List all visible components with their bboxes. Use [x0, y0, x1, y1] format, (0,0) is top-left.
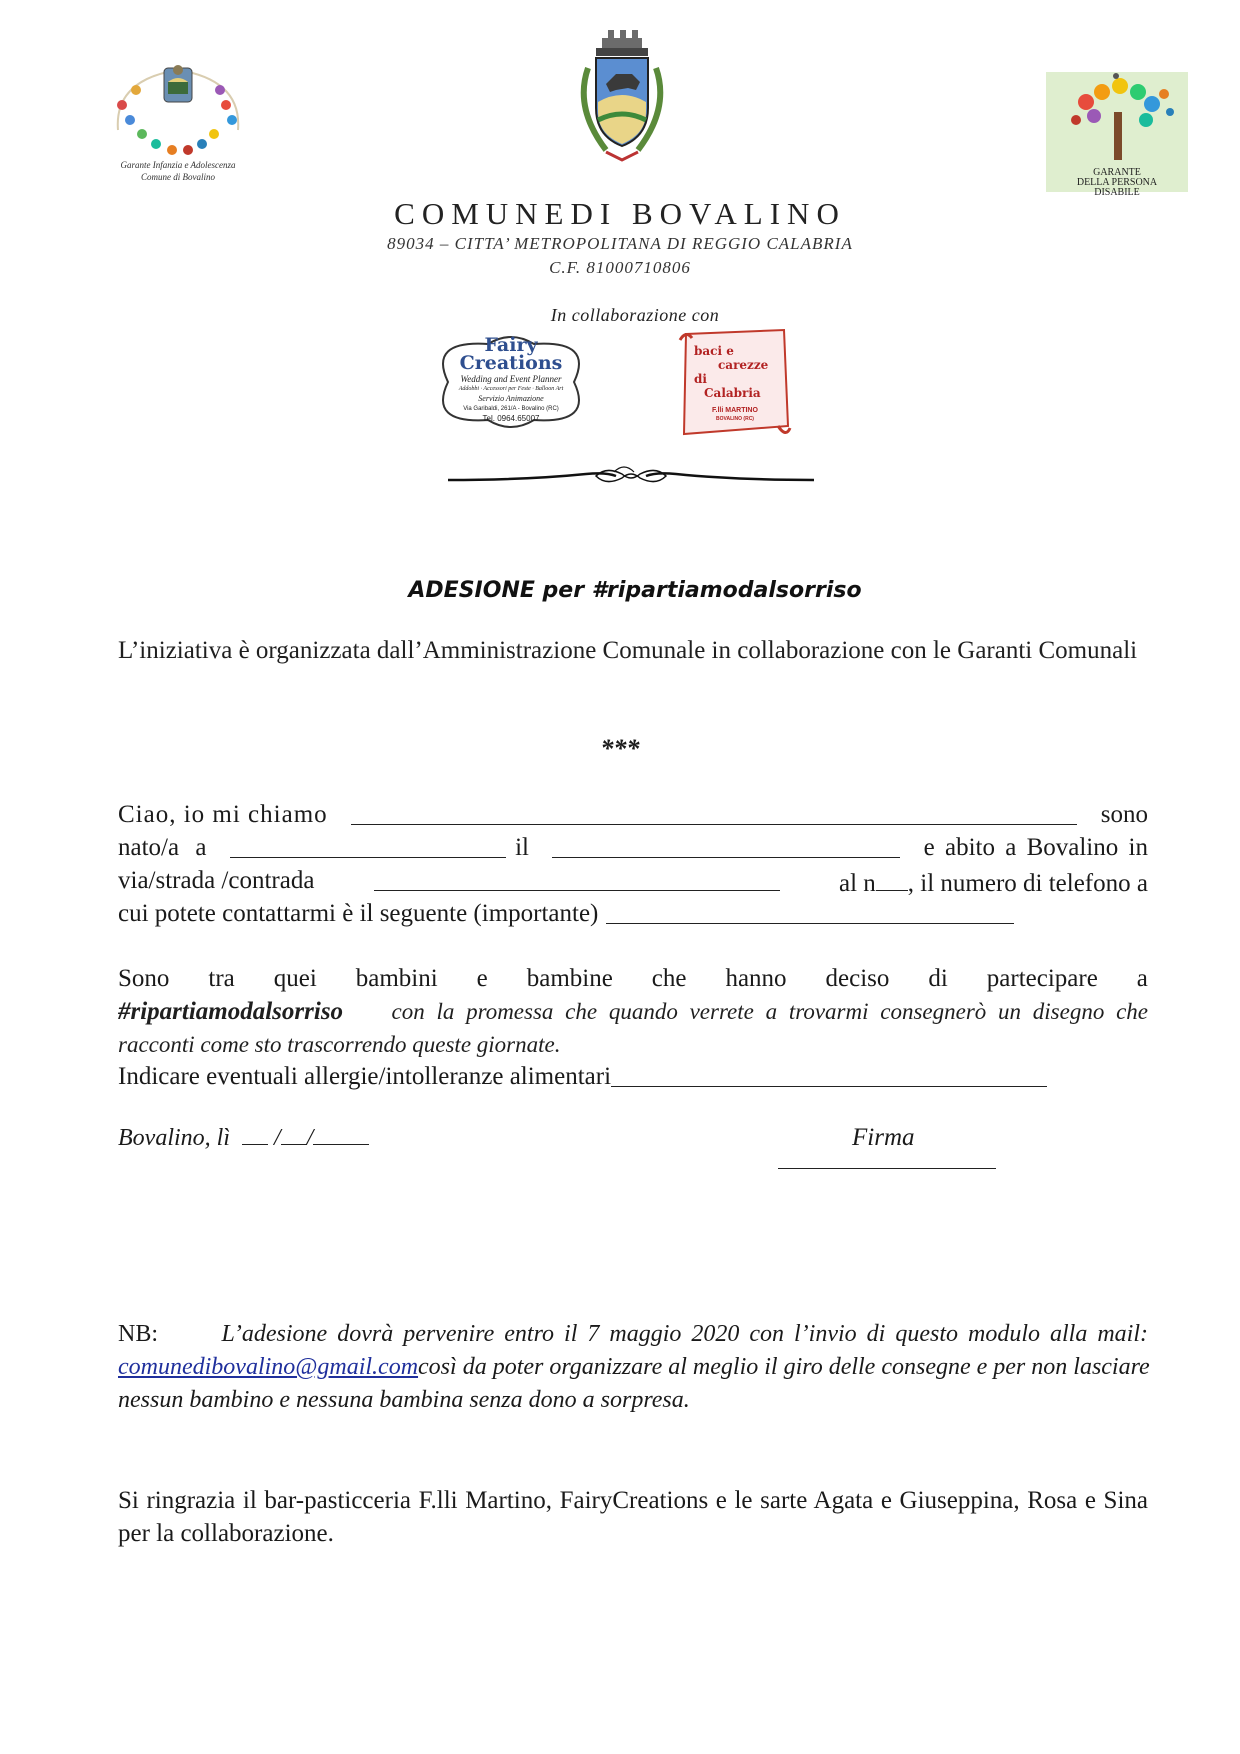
email-link[interactable]: comunedibovalino@gmail.com	[118, 1354, 419, 1380]
fairy-name-1: Fairy	[484, 334, 538, 356]
name-field[interactable]	[351, 798, 1077, 825]
right-logo-caption-2: DELLA PERSONA	[1076, 177, 1158, 188]
signature-field[interactable]	[778, 1168, 996, 1169]
nb-prefix: NB:	[118, 1321, 159, 1347]
collaboration-label: In collaborazione con	[550, 305, 720, 325]
nb-text-1: L’adesione dovrà pervenire entro il 7 maggio 2020 con l’invio di questo modulo alla mail:	[221, 1321, 1148, 1347]
promise-word: a	[1136, 965, 1148, 992]
allergies-line	[118, 1060, 1148, 1093]
birthplace-field[interactable]	[230, 831, 506, 858]
allergies-field[interactable]	[611, 1060, 1047, 1087]
name-label: Ciao, io mi chiamo	[118, 801, 328, 828]
garante-disabile-logo	[1046, 72, 1188, 198]
municipality-title: COMUNEDI BOVALINO	[394, 196, 846, 231]
signature-label: Firma	[852, 1124, 915, 1151]
form-line-birth	[118, 831, 1148, 864]
form-line-street	[118, 864, 1148, 897]
fiscal-code: C.F. 81000710806	[549, 258, 691, 277]
crest-icon	[566, 28, 678, 176]
street-field[interactable]	[374, 864, 780, 891]
sono-label: sono	[1100, 801, 1148, 828]
baci-carezze-logo	[676, 326, 794, 440]
promise-line-2	[118, 995, 1148, 1028]
right-logo-caption-1: GARANTE	[1093, 167, 1141, 178]
promise-word: bambini	[355, 965, 438, 992]
allergies-label: Indicare eventuali allergie/intolleranze alimentari	[118, 1063, 612, 1090]
promise-word: partecipare	[986, 965, 1098, 992]
promise-word: di	[928, 965, 948, 992]
nb-line-1	[118, 1318, 1148, 1351]
year-field[interactable]	[313, 1124, 369, 1145]
promise-word: Sono	[118, 965, 170, 992]
baci-line4: Calabria	[704, 386, 761, 400]
promise-word: hanno	[725, 965, 787, 992]
house-number-field[interactable]	[876, 864, 908, 891]
baci-line6: BOVALINO (RC)	[716, 416, 754, 422]
baci-line1: baci e	[694, 344, 734, 358]
phone-label: , il numero di telefono a	[907, 870, 1148, 897]
promise-line-3: racconti come sto trascorrendo queste giornate.	[118, 1032, 561, 1057]
promise-hashtag: #ripartiamodalsorriso	[118, 998, 344, 1025]
right-logo-caption-3: DISABILE	[1094, 187, 1140, 198]
fairy-name-2: Creations	[459, 352, 563, 374]
fairy-creations-logo	[428, 330, 594, 434]
nb-line-2	[118, 1351, 1148, 1384]
left-logo-caption-2: Comune di Bovalino	[141, 172, 215, 182]
right-logo-caption	[1046, 168, 1188, 198]
promise-line-1	[118, 962, 1148, 995]
promise-word: deciso	[825, 965, 890, 992]
date-label: Bovalino, lì	[118, 1125, 230, 1151]
born-label: nato/a a	[118, 834, 207, 861]
promise-word: e	[476, 965, 488, 992]
baci-line3: di	[694, 372, 707, 386]
intro-paragraph: L’iniziativa è organizzata dall’Amministrazione Comunale in collaborazione con le Garanti Comunali	[118, 637, 1138, 664]
baci-line5: F.lli MARTINO	[712, 407, 758, 414]
phone-label-2: cui potete contattarmi è il seguente (importante)	[118, 900, 599, 927]
form-line-name	[118, 798, 1148, 831]
house-number-label: al n	[838, 870, 876, 897]
fairy-tagline: Wedding and Event Planner	[460, 374, 562, 384]
nb-text-2: così da poter organizzare al meglio il giro delle consegne e per non lasciare	[418, 1354, 1150, 1380]
promise-text: con la promessa che quando verrete a trovarmi consegnerò un disegno che	[391, 999, 1148, 1024]
date-slash-2: /	[306, 1125, 314, 1151]
birthdate-label: il	[515, 834, 529, 861]
promise-word: quei	[273, 965, 317, 992]
house-number-group	[839, 864, 1148, 897]
street-label: via/strada /contrada	[118, 867, 315, 894]
baci-line2: carezze	[718, 358, 769, 372]
promise-word: che	[651, 965, 687, 992]
municipal-crest	[566, 28, 678, 176]
tree-hands-icon	[1046, 72, 1188, 168]
form-line-phone	[118, 897, 1148, 930]
fairy-name	[428, 336, 594, 372]
nb-line-3: nessun bambino e nessuna bambina senza dono a sorpresa.	[118, 1387, 690, 1413]
fairy-phone: Tel. 0964.65007	[482, 414, 540, 423]
residence-label: e abito a Bovalino in	[923, 834, 1148, 861]
children-circle-icon	[108, 60, 248, 160]
day-field[interactable]	[242, 1124, 268, 1145]
municipality-address: 89034 – CITTA’ METROPOLITANA DI REGGIO CALABRIA	[387, 234, 853, 253]
fairy-address: Via Garibaldi, 261/A - Bovalino (RC)	[463, 406, 559, 412]
thanks-paragraph: Si ringrazia il bar-pasticceria F.lli Martino, FairyCreations e le sarte Agata e Giuseppina, Rosa e Sina per la collaborazione.	[118, 1487, 1148, 1547]
ornamental-divider	[446, 460, 816, 492]
month-field[interactable]	[281, 1124, 307, 1145]
phone-field[interactable]	[606, 897, 1014, 924]
promise-word: tra	[208, 965, 235, 992]
left-logo-caption-1: Garante Infanzia e Adolescenza	[120, 160, 236, 170]
separator-stars: ***	[600, 734, 640, 763]
garante-infanzia-logo	[108, 60, 248, 188]
form-heading: ADESIONE per #ripartiamodalsorriso	[408, 578, 862, 603]
fairy-services2: Servizio Animazione	[478, 394, 544, 403]
promise-word: bambine	[526, 965, 613, 992]
flourish-icon	[446, 460, 816, 492]
fairy-services: Addobbi · Accessori per Feste · Balloon Art	[458, 386, 564, 392]
date-line	[118, 1124, 369, 1152]
date-slash-1: /	[273, 1125, 281, 1151]
birthdate-field[interactable]	[552, 831, 900, 858]
